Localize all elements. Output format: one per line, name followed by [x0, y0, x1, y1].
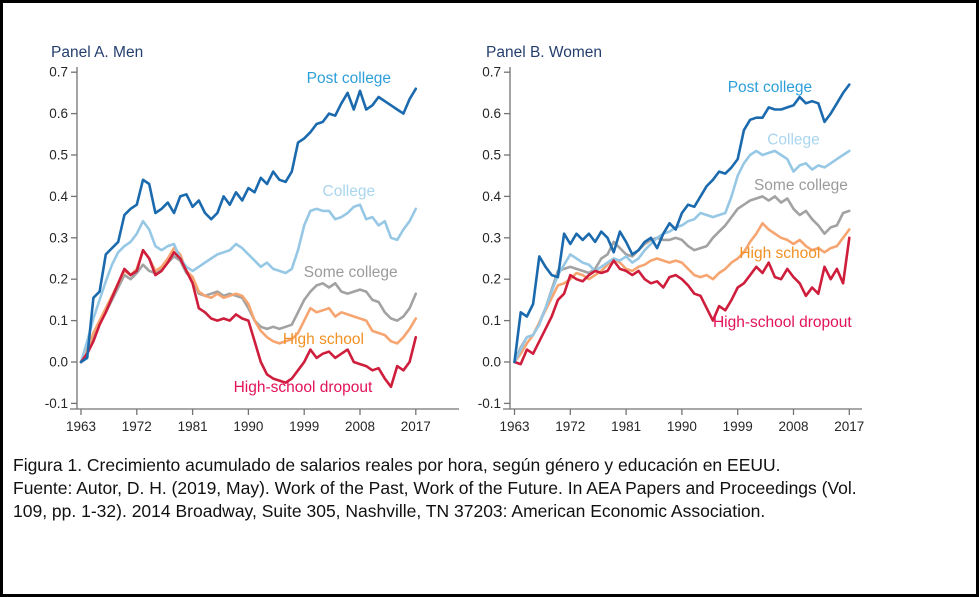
y-tick-label: 0.1	[49, 313, 68, 329]
x-tick-label: 2017	[400, 419, 431, 434]
y-tick-label: 0.2	[49, 271, 68, 287]
some-college-label: Some college	[303, 264, 398, 282]
high-school-label: High school	[739, 245, 821, 263]
y-tick-label: 0.7	[49, 64, 68, 80]
post-college-label: Post college	[306, 69, 392, 87]
y-tick-label: 0.2	[482, 271, 501, 287]
y-tick-label: 0.0	[482, 354, 501, 370]
panel-title: Panel B. Women	[486, 44, 603, 61]
y-tick-label: 0.3	[482, 230, 501, 246]
y-tick-label: 0.1	[482, 313, 501, 329]
x-tick-label: 1999	[722, 419, 753, 434]
x-tick-label: 1990	[233, 419, 264, 434]
y-tick-label: 0.4	[482, 188, 501, 204]
panel-title: Panel A. Men	[51, 44, 144, 61]
college-label: College	[767, 131, 820, 149]
some-college-label: Some college	[753, 176, 848, 194]
panel-a	[45, 44, 459, 434]
y-tick-label: 0.0	[49, 354, 68, 370]
y-tick-label: -0.1	[477, 395, 501, 411]
high-school-label: High school	[282, 331, 364, 349]
x-tick-label: 1981	[611, 419, 642, 434]
x-tick-label: 1972	[555, 419, 586, 434]
y-tick-label: 0.4	[49, 188, 68, 204]
x-tick-label: 2008	[778, 419, 809, 434]
x-tick-label: 1999	[289, 419, 320, 434]
figure-caption	[13, 454, 889, 523]
post-college-label: Post college	[727, 79, 813, 97]
x-tick-label: 2008	[344, 419, 376, 434]
x-tick-label: 1981	[177, 419, 208, 434]
panel-b	[478, 44, 865, 434]
x-tick-label: 1963	[499, 419, 530, 434]
caption-source: Fuente: Autor, D. H. (2019, May). Work of the Past, Work of the Future. In AEA Papers and Proceedings (Vol. 109, pp. 1-32). 2014 Broadway, Suite 305, Nashville, TN 37203: American Economic Association.	[13, 478, 857, 521]
x-tick-label: 2017	[834, 419, 865, 434]
caption-title: Figura 1. Crecimiento acumulado de salarios reales por hora, según género y educación en EEUU.	[13, 455, 781, 475]
y-tick-label: 0.5	[49, 147, 68, 163]
y-tick-label: 0.6	[49, 106, 68, 122]
y-tick-label: 0.6	[482, 106, 501, 122]
x-tick-label: 1990	[666, 419, 697, 434]
college-label: College	[322, 183, 376, 201]
high-school-dropout-label: High-school dropout	[233, 378, 373, 396]
y-tick-label: 0.5	[482, 147, 501, 163]
high-school-dropout-label: High-school dropout	[712, 313, 852, 331]
y-tick-label: 0.7	[482, 64, 501, 80]
y-tick-label: 0.3	[49, 230, 68, 246]
x-tick-label: 1972	[121, 419, 152, 434]
wage-growth-charts	[3, 3, 979, 453]
college-line	[81, 205, 416, 362]
y-tick-label: -0.1	[44, 395, 68, 411]
x-tick-label: 1963	[65, 419, 97, 434]
